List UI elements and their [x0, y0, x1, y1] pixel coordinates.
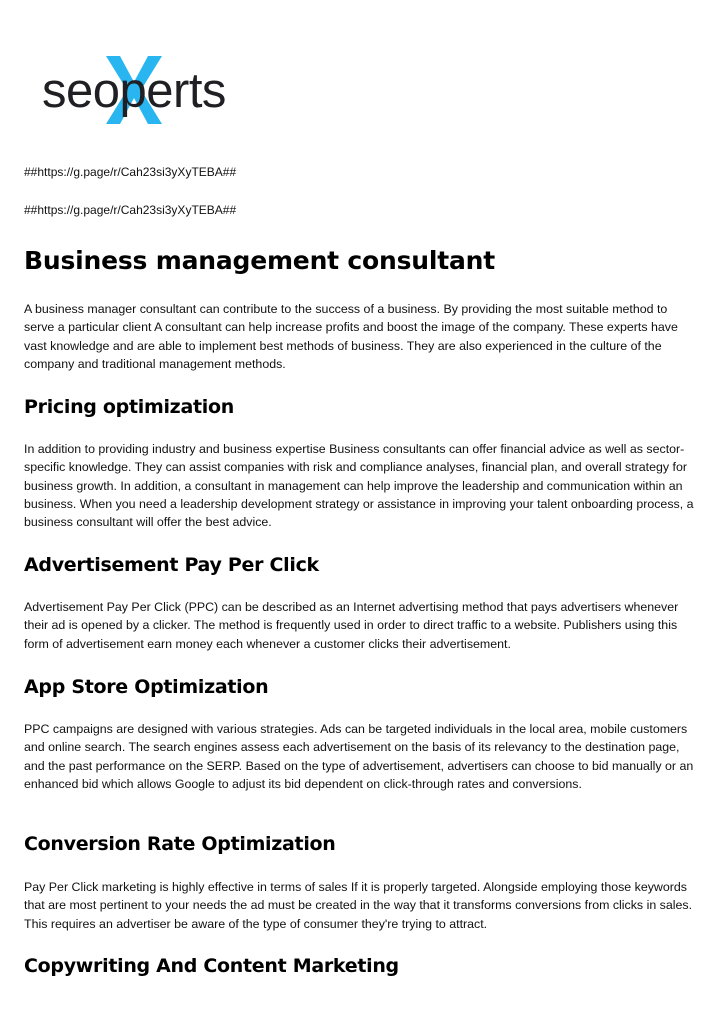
section-body-ppc: Advertisement Pay Per Click (PPC) can be described as an Internet advertising method that pays advertisers whenever their ad is opened by a clicker. The method is frequently used in order to direct traffic to a website. Publishers using this form of advertisement earn money each whenever a customer clicks their advertisement.: [24, 600, 679, 651]
logo-wordmark: seoperts: [42, 64, 226, 118]
section-body-conversion: Pay Per Click marketing is highly effective in terms of sales If it is properly targeted. Alongside employing those keywords that are most pertinent to your needs the ad must be created in the way that it transforms conversions from clicks in sales. This requires an advertiser be aware of the type of consumer they're trying to attract.: [24, 880, 693, 931]
section-heading-ppc: Advertisement Pay Per Click: [24, 554, 319, 576]
section-heading-pricing: Pricing optimization: [24, 396, 234, 418]
intro-paragraph: A business manager consultant can contribute to the success of a business. By providing the most suitable method to serve a particular client A consultant can help increase profits and boost the image of the company. These experts have vast knowledge and are able to implement best methods of business. They are also experienced in the culture of the company and traditional management methods.: [24, 302, 678, 371]
section-heading-conversion: Conversion Rate Optimization: [24, 833, 336, 855]
page-title: Business management consultant: [24, 246, 496, 275]
gpage-link-1[interactable]: ##https://g.page/r/Cah23si3yXyTEBA##: [24, 165, 237, 179]
section-heading-copywriting: Copywriting And Content Marketing: [24, 955, 399, 977]
section-heading-app-store: App Store Optimization: [24, 676, 269, 698]
seoxperts-logo: [42, 56, 262, 128]
section-body-pricing: In addition to providing industry and business expertise Business consultants can offer financial advice as well as sector-specific knowledge. They can assist companies with risk and compliance analyses, financial plan, and overall strategy for business growth. In addition, a consultant in management can help improve the leadership and communication within an business. When you need a leadership development strategy or assistance in improving your talent onboarding process, a business consultant will offer the best advice.: [24, 442, 694, 530]
section-body-app-store: PPC campaigns are designed with various strategies. Ads can be targeted individuals in the local area, mobile customers and online search. The search engines assess each advertisement on the basis of its relevancy to the destination page, and the past performance on the SERP. Based on the type of advertisement, advertisers can choose to bid manually or an enhanced bid which allows Google to adjust its bid dependent on click-through rates and conversions.: [24, 722, 694, 791]
gpage-link-2[interactable]: ##https://g.page/r/Cah23si3yXyTEBA##: [24, 203, 237, 217]
